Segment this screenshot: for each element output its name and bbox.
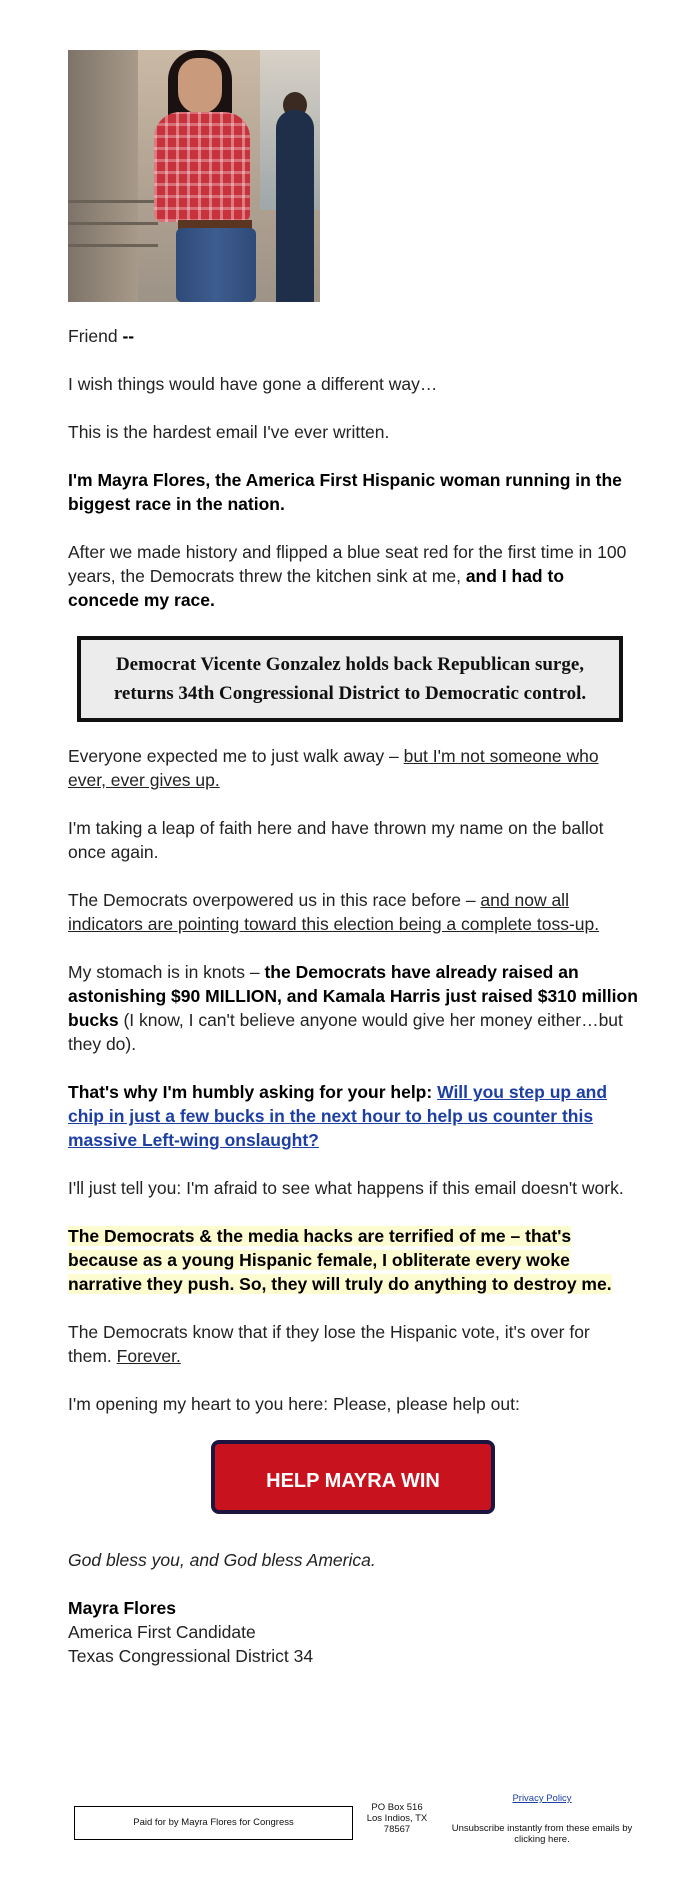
donate-link[interactable]: Will you step up and chip in just a few bucks in the next hour to help us counter this massive Left-wing onslaught? — [68, 1082, 608, 1150]
cta-row — [68, 1440, 638, 1514]
paragraph-6: I'm taking a leap of faith here and have thrown my name on the ballot once again. — [68, 818, 604, 862]
paragraph-7: The Democrats overpowered us in this race before – and now all indicators are pointing toward this election being a complete toss-up. — [68, 890, 600, 934]
unsubscribe-link[interactable]: Unsubscribe instantly from these emails by clicking here. — [451, 1823, 633, 1845]
address-line-3: 78567 — [383, 1824, 411, 1835]
paragraph-9: That's why I'm humbly asking for your help: Will you step up and chip in just a few bucks in the next hour to help us counter this massive Left-wing onslaught? — [68, 1082, 608, 1150]
paragraph-11: The Democrats & the media hacks are terrified of me – that's because as a young Hispanic female, I obliterate every woke narrative they push. So, they will truly do anything to destroy me. — [68, 1226, 612, 1294]
news-headline-box: Democrat Vicente Gonzalez holds back Republican surge, returns 34th Congressional District to Democratic control. — [77, 636, 623, 722]
address-line-1: PO Box 516 — [371, 1802, 423, 1813]
blessing: God bless you, and God bless America. — [68, 1550, 376, 1570]
candidate-photo — [68, 50, 320, 302]
signature-district: Texas Congressional District 34 — [68, 1646, 314, 1666]
paragraph-1: I wish things would have gone a different way… — [68, 374, 438, 394]
paragraph-4: After we made history and flipped a blue seat red for the first time in 100 years, the Democrats threw the kitchen sink at me, and I had to concede my race. — [68, 542, 627, 610]
signature-title: America First Candidate — [68, 1622, 256, 1642]
signature-block — [68, 1596, 638, 1668]
paid-for-by-box: Paid for by Mayra Flores for Congress — [74, 1806, 353, 1840]
paragraph-10: I'll just tell you: I'm afraid to see what happens if this email doesn't work. — [68, 1178, 624, 1198]
mailing-address — [357, 1802, 437, 1835]
greeting: Friend -- — [68, 326, 135, 346]
paragraph-3: I'm Mayra Flores, the America First Hispanic woman running in the biggest race in the nation. — [68, 470, 622, 514]
privacy-policy-link[interactable]: Privacy Policy — [512, 1793, 572, 1804]
paragraph-5: Everyone expected me to just walk away – but I'm not someone who ever, ever gives up. — [68, 746, 599, 790]
address-line-2: Los Indios, TX — [366, 1813, 428, 1824]
paragraph-8: My stomach is in knots – the Democrats have already raised an astonishing $90 MILLION, and Kamala Harris just raised $310 million bucks (I know, I can't believe anyone would give her money either…but they do). — [68, 962, 638, 1054]
help-mayra-win-button[interactable]: HELP MAYRA WIN — [211, 1440, 495, 1514]
signature-name: Mayra Flores — [68, 1598, 176, 1618]
paragraph-12: The Democrats know that if they lose the Hispanic vote, it's over for them. Forever. — [68, 1322, 590, 1366]
email-body — [68, 50, 638, 1668]
paragraph-2: This is the hardest email I've ever written. — [68, 422, 390, 442]
paragraph-13: I'm opening my heart to you here: Please, please help out: — [68, 1394, 520, 1414]
